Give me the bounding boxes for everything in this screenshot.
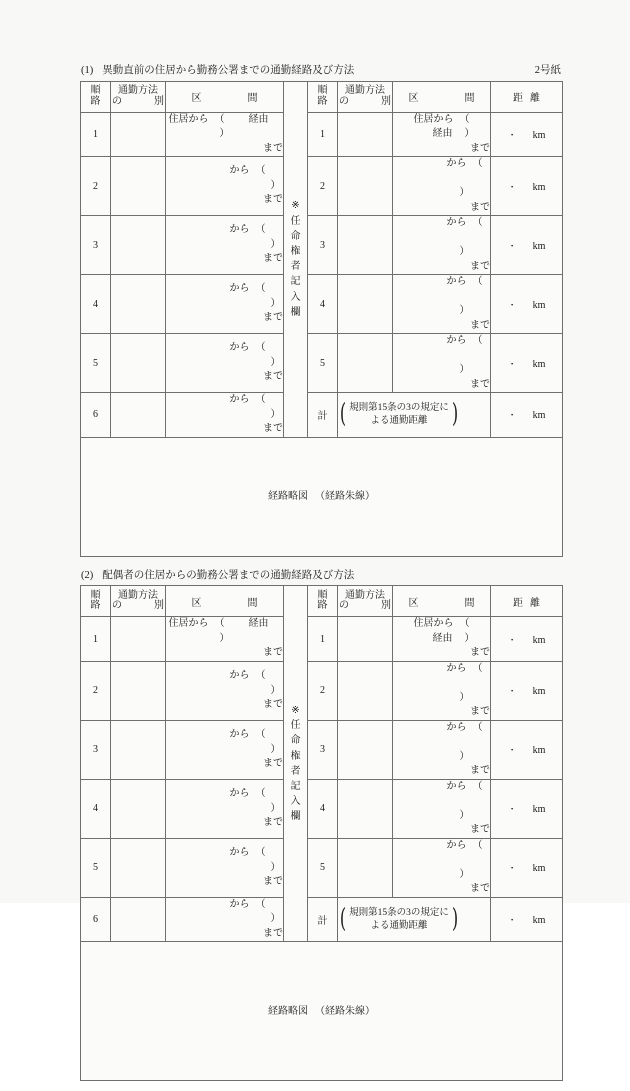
method-input-left[interactable] <box>111 393 166 438</box>
sketch-label: 経路略図 <box>268 1005 308 1017</box>
total-note-line-2: よる通勤距離 <box>370 416 428 427</box>
section-2-heading <box>80 569 562 586</box>
row-number-left: 3 <box>81 720 111 779</box>
row-number-right: 2 <box>308 157 338 216</box>
section-2-table <box>80 585 563 1081</box>
sketch-note: （経路朱線） <box>315 1005 375 1017</box>
row-number-right: 1 <box>308 112 338 157</box>
table-row <box>81 334 563 393</box>
total-note <box>338 393 491 438</box>
bracket-left: ( <box>339 903 347 934</box>
row-number-left: 5 <box>81 838 111 897</box>
header-route-no-right: 順 路 <box>308 586 338 617</box>
header-range-right: 区 間 <box>393 586 491 617</box>
header-method-right: 通勤方法 の 別 <box>338 81 393 112</box>
table-row <box>81 112 563 157</box>
distance-input[interactable]: ・ km <box>491 779 563 838</box>
row-number-left: 4 <box>81 275 111 334</box>
header-route-no-left: 順 路 <box>81 586 111 617</box>
segment-input-left[interactable]: から （） まで <box>166 838 284 897</box>
total-label: 計 <box>308 393 338 438</box>
header-method-no: の <box>112 95 122 107</box>
table-row-total <box>81 897 563 942</box>
row-number-left: 5 <box>81 334 111 393</box>
bracket-right: ) <box>451 399 459 430</box>
row-number-left: 1 <box>81 112 111 157</box>
sketch-label: 経路略図 <box>268 491 308 503</box>
method-input-right[interactable] <box>338 157 393 216</box>
appointing-authority-column-1: ※ 任 命 権 者 記 入 欄 <box>284 81 308 437</box>
header-method-left: 通勤方法 の 別 <box>111 81 166 112</box>
distance-input[interactable]: ・ km <box>491 720 563 779</box>
row-number-left: 3 <box>81 216 111 275</box>
table-row <box>81 617 563 662</box>
total-distance-input[interactable]: ・ km <box>491 897 563 942</box>
distance-input[interactable]: ・ km <box>491 216 563 275</box>
table-row <box>81 216 563 275</box>
section-2-title: 配偶者の住居からの勤務公署までの通勤経路及び方法 <box>102 569 355 581</box>
section-1-table <box>80 81 563 557</box>
distance-input[interactable]: ・ km <box>491 275 563 334</box>
total-distance-input[interactable]: ・ km <box>491 393 563 438</box>
segment-input-left[interactable]: から （） まで <box>166 157 284 216</box>
method-input-left[interactable] <box>111 112 166 157</box>
table-row <box>81 275 563 334</box>
method-input-right[interactable] <box>338 720 393 779</box>
header-distance: 距 離 <box>491 81 563 112</box>
header-range-left: 区 間 <box>166 586 284 617</box>
table-header-row <box>81 586 563 617</box>
section-1-title: 異動直前の住居から勤務公署までの通勤経路及び方法 <box>102 65 355 76</box>
header-method-betsu: 別 <box>154 95 164 107</box>
header-range-right: 区 間 <box>393 81 491 112</box>
segment-input-right[interactable]: から （） まで <box>393 720 491 779</box>
segment-input-right[interactable]: から （） まで <box>393 661 491 720</box>
distance-input[interactable]: ・ km <box>491 617 563 662</box>
row-number-right: 5 <box>308 838 338 897</box>
table-row <box>81 720 563 779</box>
segment-input-right[interactable]: から （） まで <box>393 779 491 838</box>
table-row <box>81 157 563 216</box>
header-distance: 距 離 <box>491 586 563 617</box>
section-1-number: (1) <box>81 65 94 76</box>
segment-input-left[interactable]: から （） まで <box>166 275 284 334</box>
row-number-left: 6 <box>81 897 111 942</box>
row-number-left: 2 <box>81 157 111 216</box>
segment-input-left[interactable]: から （） まで <box>166 661 284 720</box>
header-route-no-right: 順 路 <box>308 81 338 112</box>
row-number-right: 4 <box>308 779 338 838</box>
segment-input-right[interactable]: から （） まで <box>393 838 491 897</box>
method-input-right[interactable] <box>338 779 393 838</box>
section-1-title-line <box>81 64 354 78</box>
method-input-left[interactable] <box>111 157 166 216</box>
method-input-right[interactable] <box>338 112 393 157</box>
sketch-row <box>81 942 563 1081</box>
bracket-right: ) <box>451 903 459 934</box>
segment-input-left[interactable]: から （） まで <box>166 216 284 275</box>
method-input-left[interactable] <box>111 897 166 942</box>
method-input-right[interactable] <box>338 334 393 393</box>
method-input-left[interactable] <box>111 661 166 720</box>
header-range-left: 区 間 <box>166 81 284 112</box>
table-header-row <box>81 81 563 112</box>
method-input-left[interactable] <box>111 838 166 897</box>
header-method-left: 通勤方法 の 別 <box>111 586 166 617</box>
header-method-right: 通勤方法 の 別 <box>338 586 393 617</box>
segment-input-right[interactable]: から （） まで <box>393 334 491 393</box>
distance-input[interactable]: ・ km <box>491 334 563 393</box>
row-number-right: 3 <box>308 720 338 779</box>
segment-input-left[interactable]: から （） まで <box>166 897 284 942</box>
table-row-total <box>81 393 563 438</box>
row-number-left: 1 <box>81 617 111 662</box>
row-number-right: 3 <box>308 216 338 275</box>
row-number-left: 4 <box>81 779 111 838</box>
form-corner-label: 2号紙 <box>534 65 561 76</box>
distance-input[interactable]: ・ km <box>491 838 563 897</box>
route-sketch-area-2[interactable] <box>81 942 563 1081</box>
method-input-right[interactable] <box>338 216 393 275</box>
form-sheet <box>80 64 562 1091</box>
distance-input[interactable]: ・ km <box>491 157 563 216</box>
table-row <box>81 779 563 838</box>
segment-input-left[interactable]: から （） まで <box>166 720 284 779</box>
total-label: 計 <box>308 897 338 942</box>
route-sketch-area-1[interactable] <box>81 437 563 556</box>
section-2 <box>80 569 562 1082</box>
section-1 <box>80 64 562 557</box>
distance-input[interactable]: ・ km <box>491 112 563 157</box>
segment-input-left[interactable]: 住居から （ 経由） まで <box>166 617 284 662</box>
segment-input-left[interactable]: から （） まで <box>166 779 284 838</box>
table-row <box>81 838 563 897</box>
segment-input-left[interactable]: から （） まで <box>166 334 284 393</box>
row-number-right: 4 <box>308 275 338 334</box>
sketch-row <box>81 437 563 556</box>
section-1-heading <box>80 64 562 81</box>
row-number-left: 2 <box>81 661 111 720</box>
method-input-left[interactable] <box>111 216 166 275</box>
segment-input-left[interactable]: 住居から （ 経由） まで <box>166 112 284 157</box>
total-note-line-1: 規則第15条の3の規定に <box>349 907 449 918</box>
total-note <box>338 897 491 942</box>
segment-input-right[interactable]: から （） まで <box>393 216 491 275</box>
section-2-number: (2) <box>81 569 94 581</box>
sketch-note: （経路朱線） <box>315 491 375 503</box>
row-number-right: 1 <box>308 617 338 662</box>
method-input-right[interactable] <box>338 661 393 720</box>
row-number-left: 6 <box>81 393 111 438</box>
section-2-title-line <box>81 569 354 583</box>
segment-input-right[interactable]: 住居から （経由 ） まで <box>393 617 491 662</box>
row-number-right: 2 <box>308 661 338 720</box>
method-input-right[interactable] <box>338 617 393 662</box>
segment-input-right[interactable]: から （） まで <box>393 157 491 216</box>
method-input-left[interactable] <box>111 617 166 662</box>
row-number-right: 5 <box>308 334 338 393</box>
method-input-left[interactable] <box>111 275 166 334</box>
table-row <box>81 661 563 720</box>
method-input-right[interactable] <box>338 275 393 334</box>
segment-input-left[interactable]: から （） まで <box>166 393 284 438</box>
segment-input-right[interactable]: 住居から （経由 ） まで <box>393 112 491 157</box>
segment-input-right[interactable]: から （） まで <box>393 275 491 334</box>
header-route-no-left: 順 路 <box>81 81 111 112</box>
method-input-right[interactable] <box>338 838 393 897</box>
method-input-left[interactable] <box>111 720 166 779</box>
total-note-line-1: 規則第15条の3の規定に <box>349 402 449 413</box>
distance-input[interactable]: ・ km <box>491 661 563 720</box>
method-input-left[interactable] <box>111 779 166 838</box>
appointing-authority-column-2: ※ 任 命 権 者 記 入 欄 <box>284 586 308 942</box>
total-note-line-2: よる通勤距離 <box>370 921 428 932</box>
method-input-left[interactable] <box>111 334 166 393</box>
bracket-left: ( <box>339 399 347 430</box>
